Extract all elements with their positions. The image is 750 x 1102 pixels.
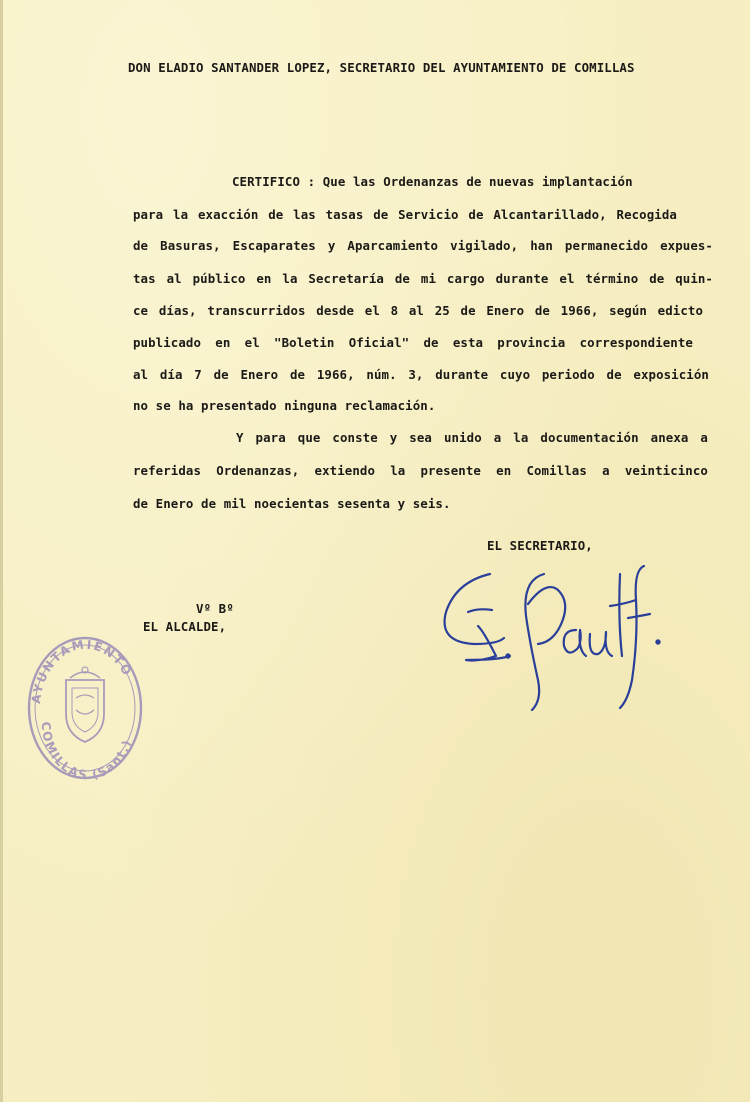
paragraph-line: Y para que conste y sea unido a la documentación anexa a	[236, 430, 708, 445]
paper-edge	[0, 0, 3, 1102]
paragraph-line: ce días, transcurridos desde el 8 al 25 de Enero de 1966, según edicto	[133, 303, 703, 318]
visto-bueno-label: Vº Bº	[196, 601, 234, 616]
seal-top-text: AYUNTAMIENTO	[28, 637, 135, 705]
secretary-signature	[438, 560, 668, 720]
paragraph-line: no se ha presentado ninguna reclamación.	[133, 398, 436, 413]
municipal-seal-stamp	[18, 622, 148, 787]
paragraph-line: CERTIFICO : Que las Ordenanzas de nuevas implantación	[232, 174, 633, 189]
paragraph-line: referidas Ordenanzas, extiendo la presente en Comillas a veinticinco	[133, 463, 708, 478]
paragraph-line: al día 7 de Enero de 1966, núm. 3, durante cuyo periodo de exposición	[133, 367, 709, 382]
secretario-label: EL SECRETARIO,	[487, 538, 593, 553]
alcalde-label: EL ALCALDE,	[143, 619, 227, 634]
paragraph-line: para la exacción de las tasas de Servicio de Alcantarillado, Recogida	[133, 207, 677, 222]
paragraph-line: publicado en el "Boletin Oficial" de esta provincia correspondiente	[133, 335, 693, 350]
paragraph-line: de Enero de mil noecientas sesenta y seis.	[133, 496, 451, 511]
paragraph-line: de Basuras, Escaparates y Aparcamiento vigilado, han permanecido expues-	[133, 238, 713, 253]
document-heading: DON ELADIO SANTANDER LOPEZ, SECRETARIO DEL AYUNTAMIENTO DE COMILLAS	[128, 60, 635, 75]
paragraph-line: tas al público en la Secretaría de mi cargo durante el término de quin-	[133, 271, 713, 286]
svg-text:COMILLAS (Sant.): COMILLAS (Sant.)	[38, 721, 135, 783]
